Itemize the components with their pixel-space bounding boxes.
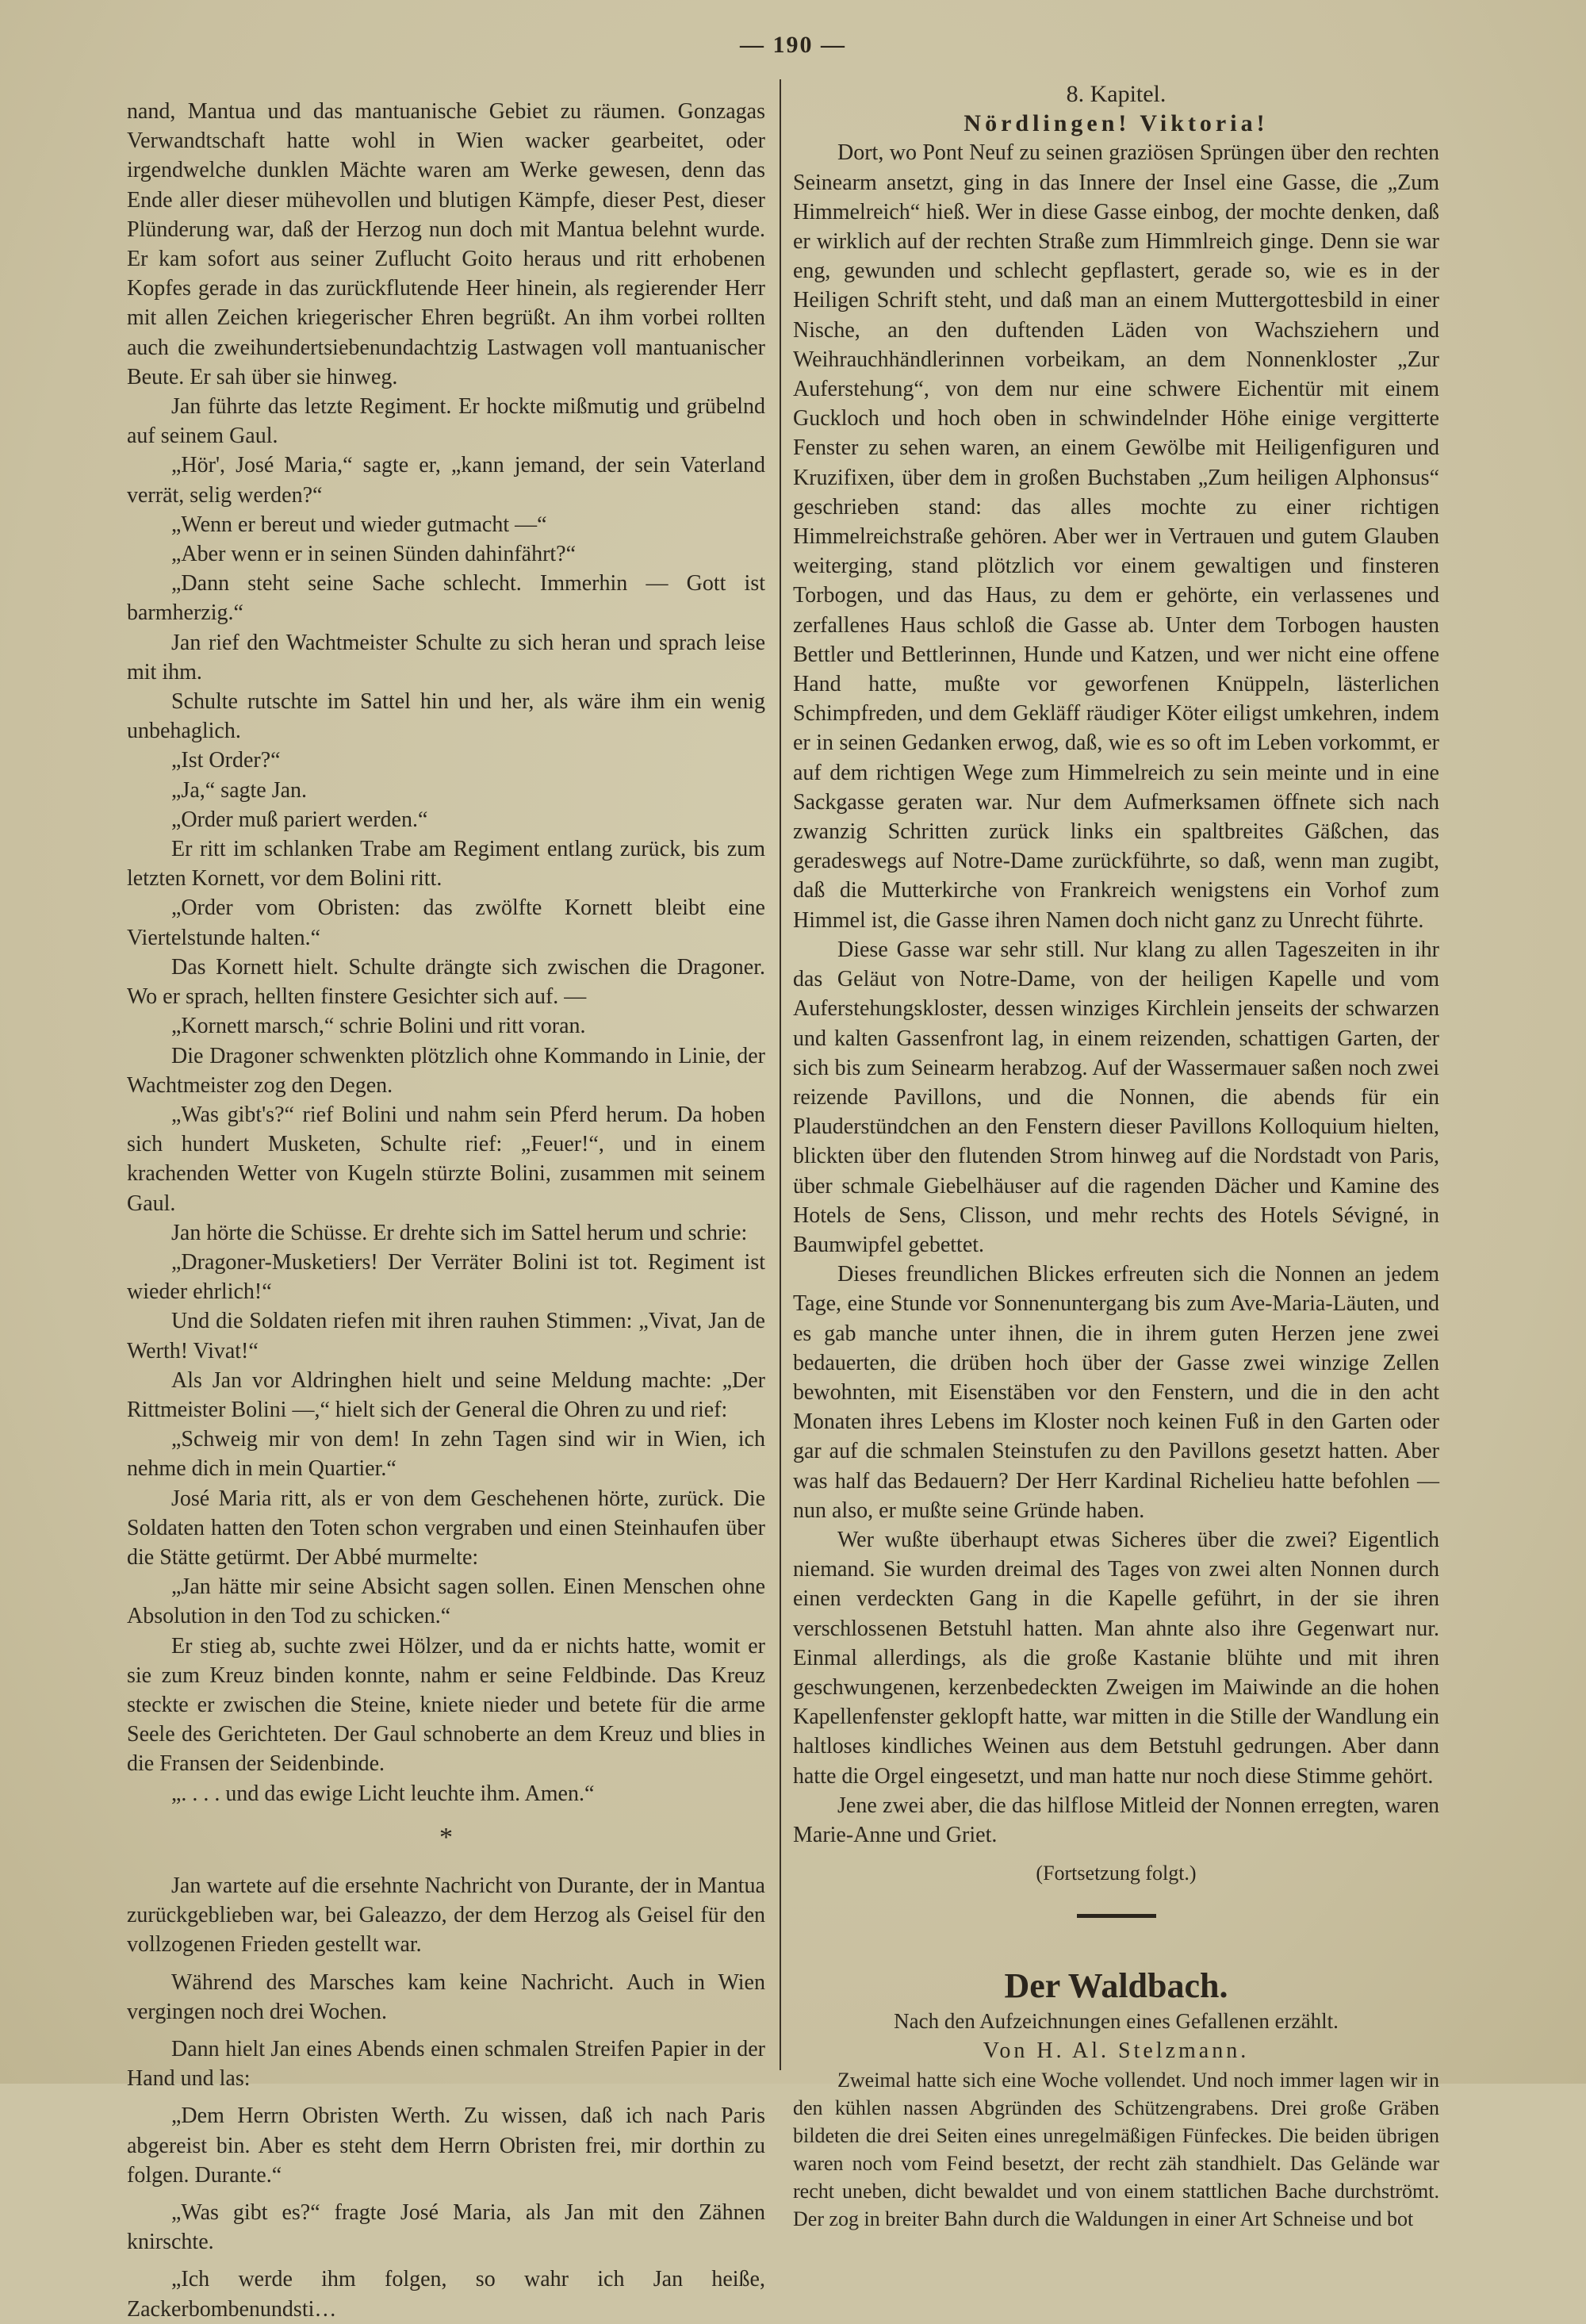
column-divider (780, 79, 781, 2070)
paragraph: Er stieg ab, suchte zwei Hölzer, und da er nichts hatte, womit er sie zum Kreuz binden konnte, nahm er seine Feldbinde. Das Kreuz steckte er zwischen die Steine, kniete nieder und betete für die arme Seele des Gerichteten. Der Gaul schnoberte an dem Kreuz und blies in die Fransen der Seidenbinde. (127, 1633, 765, 1777)
right-column (793, 79, 1439, 2233)
left-column (127, 97, 765, 2324)
paragraph: Jene zwei aber, die das hilflose Mitleid der Nonnen erregten, waren Marie-Anne und Griet. (793, 1793, 1439, 1847)
paragraph: „Hör', José Maria,“ sagte er, „kann jemand, der sein Vaterland verrät, selig werden?“ (127, 453, 765, 508)
paragraph: nand, Mantua und das mantuanische Gebiet zu räumen. Gonzagas Verwandtschaft hatte wohl in Wien wacker gearbeitet, oder irgendwelche dunklen Mächte waren am Werke gewesen, denn das Ende aller dieser mühevollen und blutigen Kämpfe, dieser Pest, dieser Plünderung war, daß der Herzog nun doch mit Mantua belehnt wurde. Er kam sofort aus seiner Zuflucht Goito heraus und ritt erhobenen Kopfes gerade in das zurückflutende Heer hinein, als regierender Herr mit allen Zeichen kriegerischer Ehren begrüßt. An ihm vorbei rollten auch die zweihundertsiebenundachtzig Lastwagen voll mantuanischer Beute. Er sah über sie hinweg. (127, 99, 765, 389)
paragraph: José Maria ritt, als er von dem Geschehenen hörte, zurück. Die Soldaten hatten den Toten schon vergraben und einen Steinhaufen über die Stätte getürmt. Der Abbé murmelte: (127, 1486, 765, 1570)
story-paragraph: Zweimal hatte sich eine Woche vollendet. Und noch immer lagen wir in den kühlen nassen Abgründen des Schützengrabens. Drei große Gräben bildeten die drei Seiten eines unregelmäßigen Fünfeckes. Die beiden übrigen waren noch vom Feind besetzt, der recht zäh standhielt. Das Gelände war recht uneben, dicht bewaldet und von einem stattlichen Bache durchströmt. Der zog in breiter Bahn durch die Waldungen in einer Art Schneise und bot (793, 2068, 1439, 2230)
paragraph: „Dragoner-Musketiers! Der Verräter Bolini ist tot. Regiment ist wieder ehrlich!“ (127, 1249, 765, 1305)
paragraph: „Was gibt es?“ fragte José Maria, als Jan mit den Zähnen knirschte. (127, 2200, 765, 2255)
paragraph: Dieses freundlichen Blickes erfreuten sich die Nonnen an jedem Tage, eine Stunde vor Sonnenuntergang bis zum Ave-Maria-Läuten, und es gab manche unter ihnen, die in ihrem guten Herzen jene zwei bedauerten, die drüben hoch über der Gasse zwei winzige Zellen bewohnten, mit Eisenstäben vor den Fenstern, und die in den acht Monaten ihres Lebens im Kloster noch keinen Fuß in den Garten oder gar auf die schmalen Steinstufen zu den Pavillons gesetzt hatten. Aber was half das Bedauern? Der Herr Kardinal Richelieu hatte befohlen — nun also, er mußte seine Gründe haben. (793, 1262, 1439, 1523)
paragraph: „Was gibt's?“ rief Bolini und nahm sein Pferd herum. Da hoben sich hundert Musketen, Schulte rief: „Feuer!“, und in einem krachenden Wetter von Kugeln stürzte Bolini, zusammen mit seinem Gaul. (127, 1102, 765, 1216)
paragraph: Das Kornett hielt. Schulte drängte sich zwischen die Dragoner. Wo er sprach, hellten finstere Gesichter sich auf. — (127, 954, 765, 1010)
paragraph: „Ich werde ihm folgen, so wahr ich Jan heiße, Zackerbombenundsti… (127, 2267, 765, 2322)
paragraph: Diese Gasse war sehr still. Nur klang zu allen Tageszeiten in ihr das Geläut von Notre-Dame, von der heiligen Kapelle und vom Auferstehungskloster, dessen winziges Kirchlein jenseits der schwarzen und kalten Gassenfront lag, in einem reizenden, schattigen Garten, der sich bis zum Seinearm herabzog. Auf der Wassermauer saßen noch zwei reizende Pavillons, und die Nonnen, die abends für ein Plauderstündchen an den Fenstern dieser Pavillons Kolloquium hielten, blickten über den flutenden Strom hinweg auf die Nordstadt von Paris, über schmale Giebelhäuser auf die ragenden Dächer und Kamine des Hotels de Sens, Clisson, und mehr rechts des Hotels Sévigné, in Baumwipfel gebettet. (793, 937, 1439, 1257)
paragraph: „Dann steht seine Sache schlecht. Immerhin — Gott ist barmherzig.“ (127, 571, 765, 626)
paragraph: „Ja,“ sagte Jan. (171, 777, 308, 803)
paragraph: „Order muß pariert werden.“ (171, 807, 428, 832)
paragraph: Und die Soldaten riefen mit ihren rauhen Stimmen: „Vivat, Jan de Werth! Vivat!“ (127, 1309, 765, 1363)
section-separator: * (439, 1822, 453, 1852)
paragraph: Dort, wo Pont Neuf zu seinen graziösen Sprüngen über den rechten Seinearm ansetzt, ging in das Innere der Insel eine Gasse, die „Zum Himmelreich“ hieß. Wer in diese Gasse einbog, der mochte denken, daß er wirklich auf der rechten Straße zum Himmlreich ginge. Denn sie war eng, gewunden und schlecht gepflastert, gerade so, wie es in der Heiligen Schrift steht, und daß man an einem Muttergottesbild in einer Nische, an den duftenden Läden von Wachsziehern und Weihrauchhändlerinnen vorbeikam, an dem Nonnenkloster „Zur Auferstehung“, von dem nur eine schwere Eichentür mit einem Guckloch und hoch oben in schwindelnder Höhe einige vergitterte Fenster zu sehen waren, an einem Gewölbe mit Heiligenfiguren und Kruzifixen, über dem in großen Buchstaben „Zum heiligen Alphonsus“ geschrieben stand: das alles mochte zu einer richtigen Himmelreichstraße gehören. Aber wer in Vertrauen und gutem Glauben weiterging, stand plötzlich vor einem gewaltigen und finsteren Torbogen, und das Haus, zu dem er gehörte, ein verlassenes und zerfallenes Haus schloß die Gasse ab. Unter dem Torbogen hausten Bettler und Bettlerinnen, Hunde und Katzen, und wer nicht eine offene Hand hatte, mußte vor geworfenen Knüppeln, lästerlichen Schimpfreden, und dem Gekläff räudiger Köter eiligst umkehren, indem er in seinen Gedanken erwog, daß, wie es so oft im Leben vorkommt, er auf dem richtigen Wege zum Himmelreich zu sein meinte und in eine Sackgasse geraten war. Nur dem Aufmerksamen öffnete sich nach zwanzig Schritten zurück links ein spaltbreites Gäßchen, das geradeswegs auf Notre-Dame zurückführte, so daß, wenn man zugibt, daß die Mutterkirche von Frankreich wenigstens ein Vorhof zum Himmel ist, die Gasse ihren Namen doch nicht ganz zu Unrecht führte. (793, 140, 1439, 933)
paragraph: Jan rief den Wachtmeister Schulte zu sich heran und sprach leise mit ihm. (127, 630, 765, 685)
story-title: Der Waldbach. (1004, 1966, 1228, 2006)
story-author: Von H. Al. Stelzmann. (983, 2038, 1250, 2064)
section-rule (1077, 1914, 1156, 1918)
paragraph: „. . . . und das ewige Licht leuchte ihm. Amen.“ (171, 1781, 595, 1806)
paragraph: Als Jan vor Aldringhen hielt und seine Meldung machte: „Der Rittmeister Bolini —,“ hielt sich der General die Ohren zu und rief: (127, 1367, 765, 1422)
paragraph: Während des Marsches kam keine Nachricht. Auch in Wien vergingen noch drei Wochen. (127, 1969, 765, 2024)
paragraph: „Wenn er bereut und wieder gutmacht —“ (171, 512, 547, 537)
paragraph: Jan hörte die Schüsse. Er drehte sich im Sattel herum und schrie: (171, 1220, 748, 1245)
paragraph: „Ist Order?“ (171, 748, 281, 773)
paragraph: Wer wußte überhaupt etwas Sicheres über die zwei? Eigentlich niemand. Sie wurden dreimal des Tages von zwei alten Nonnen durch einen verdeckten Gang in die Kapelle geführt, in der sie ihren verschlossenen Betstuhl hatten. Man ahnte also ihre Gegenwart nur. Einmal allerdings, als die große Kastanie blühte und mit ihren geschwungenen, kerzenbedeckten Zweigen im Maiwinde an die hohen Kapellenfenster geklopft hatte, war mitten in die Stille der Wandlung ein haltloses kindliches Weinen aus dem Betstuhl gedrungen. Aber dann hatte die Orgel eingesetzt, und man hatte nur noch diese Stimme gehört. (793, 1527, 1439, 1789)
paragraph: „Kornett marsch,“ schrie Bolini und ritt voran. (171, 1014, 586, 1039)
paragraph: Schulte rutschte im Sattel hin und her, als wäre ihm ein wenig unbehaglich. (127, 689, 765, 744)
continuation-note: (Fortsetzung folgt.) (1036, 1862, 1197, 1885)
paragraph: „Order vom Obristen: das zwölfte Kornett bleibt eine Viertelstunde halten.“ (127, 895, 765, 950)
paragraph: Jan führte das letzte Regiment. Er hockte mißmutig und grübelnd auf seinem Gaul. (127, 394, 765, 449)
chapter-title: Nördlingen! Viktoria! (963, 110, 1269, 137)
paragraph: „Dem Herrn Obristen Werth. Zu wissen, daß ich nach Paris abgereist bin. Aber es steht dem Herrn Obristen frei, mir dorthin zu folgen. Durante.“ (127, 2103, 765, 2188)
paragraph: „Schweig mir von dem! In zehn Tagen sind wir in Wien, ich nehme dich in mein Quartier.“ (127, 1427, 765, 1482)
page-number: — 190 — (740, 32, 846, 58)
paragraph: Dann hielt Jan eines Abends einen schmalen Streifen Papier in der Hand und las: (127, 2037, 765, 2092)
paragraph: Jan wartete auf die ersehnte Nachricht von Durante, der in Mantua zurückgeblieben war, bei Galeazzo, der dem Herzog als Geisel für den vollzogenen Frieden gestellt war. (127, 1873, 765, 1958)
paragraph: Die Dragoner schwenkten plötzlich ohne Kommando in Linie, der Wachtmeister zog den Degen. (127, 1043, 765, 1098)
paragraph: Er ritt im schlanken Trabe am Regiment entlang zurück, bis zum letzten Kornett, vor dem Bolini ritt. (127, 837, 765, 892)
chapter-number: 8. Kapitel. (1066, 81, 1167, 107)
paragraph: „Jan hätte mir seine Absicht sagen sollen. Einen Menschen ohne Absolution in den Tod zu schicken.“ (127, 1574, 765, 1629)
story-subtitle: Nach den Aufzeichnungen eines Gefallenen erzählt. (894, 2009, 1339, 2034)
paragraph: „Aber wenn er in seinen Sünden dahinfährt?“ (171, 542, 577, 567)
